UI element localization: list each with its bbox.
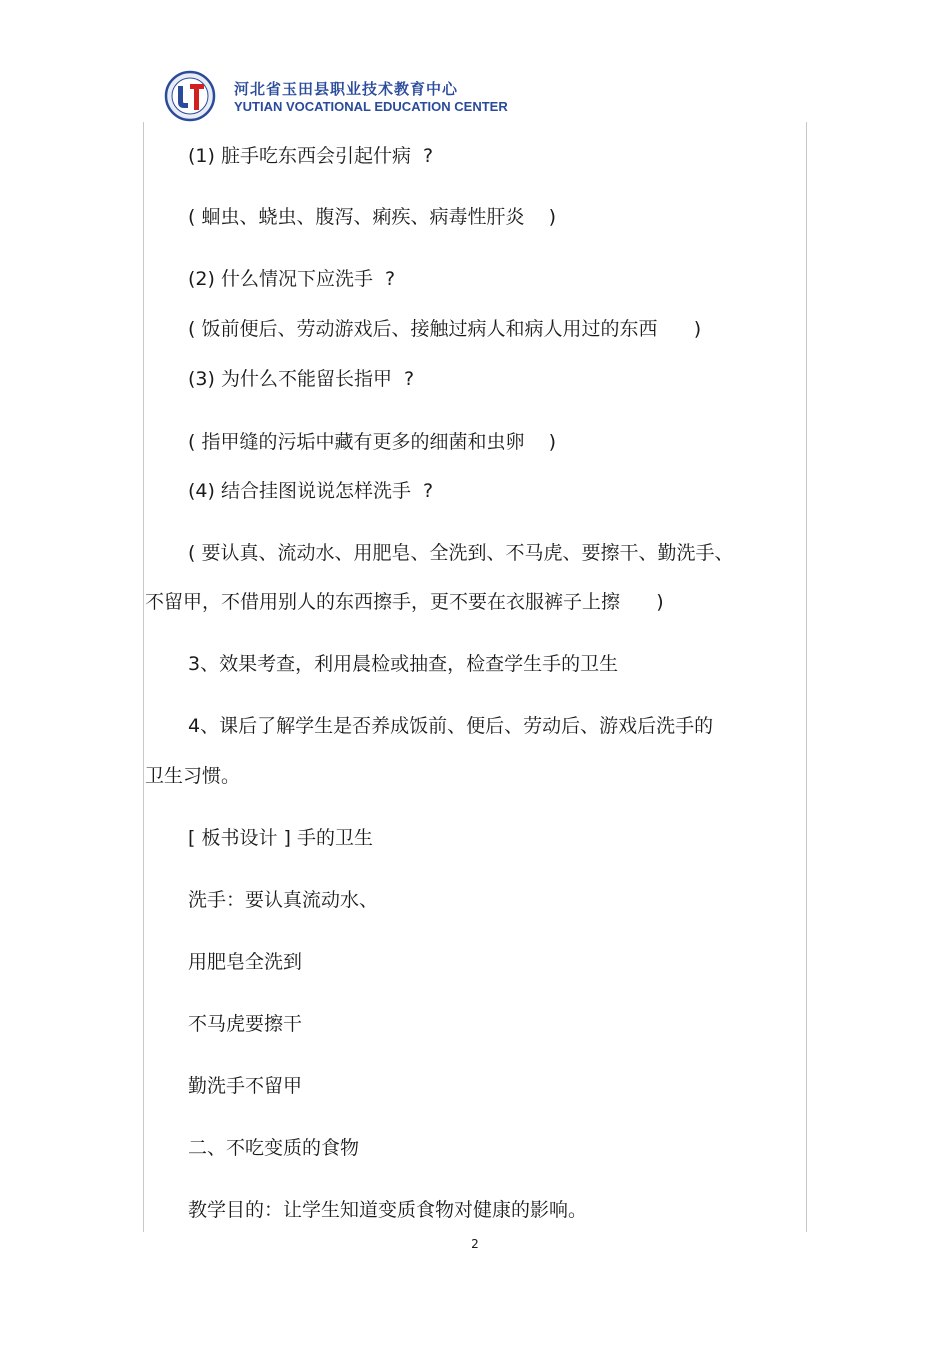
answer-3: ( 指甲缝的污垢中藏有更多的细菌和虫卵 ) [188, 431, 557, 453]
question-1: (1) 脏手吃东西会引起什病 ? [188, 145, 434, 167]
section-2-heading: 二、不吃变质的食物 [188, 1137, 360, 1159]
board-line-3: 不马虎要擦干 [188, 1013, 303, 1035]
board-line-1: 洗手：要认真流动水、 [188, 889, 379, 911]
org-name-chinese: 河北省玉田县职业技术教育中心 [234, 80, 459, 98]
question-4: (4) 结合挂图说说怎样洗手 ? [188, 480, 434, 502]
question-2: (2) 什么情况下应洗手 ? [188, 268, 396, 290]
paragraph-4-line-1: 4、课后了解学生是否养成饭前、便后、劳动后、游戏后洗手的 [188, 715, 714, 737]
answer-4-line-1: ( 要认真、流动水、用肥皂、全洗到、不马虎、要擦干、勤洗手、 [188, 542, 734, 564]
paragraph-4-line-2: 卫生习惯。 [145, 765, 241, 787]
board-line-2: 用肥皂全洗到 [188, 951, 303, 973]
document-header [164, 70, 564, 126]
school-logo-icon [164, 70, 216, 122]
board-design-heading: [ 板书设计 ] 手的卫生 [188, 827, 373, 849]
answer-4-line-2: 不留甲，不借用别人的东西擦手，更不要在衣服裤子上擦 ) [145, 591, 664, 613]
org-name-english: YUTIAN VOCATIONAL EDUCATION CENTER [234, 99, 508, 114]
board-line-4: 勤洗手不留甲 [188, 1075, 303, 1097]
answer-1: ( 蛔虫、蛲虫、腹泻、痢疾、病毒性肝炎 ) [188, 206, 557, 228]
paragraph-3: 3、效果考查，利用晨检或抽查，检查学生手的卫生 [188, 653, 619, 675]
left-margin-rule [143, 122, 144, 1232]
right-margin-rule [806, 122, 807, 1232]
answer-2: ( 饭前便后、劳动游戏后、接触过病人和病人用过的东西 ) [188, 318, 702, 340]
teaching-goal: 教学目的：让学生知道变质食物对健康的影响。 [188, 1199, 588, 1221]
page-number: 2 [471, 1237, 479, 1251]
question-3: (3) 为什么不能留长指甲 ? [188, 368, 415, 390]
